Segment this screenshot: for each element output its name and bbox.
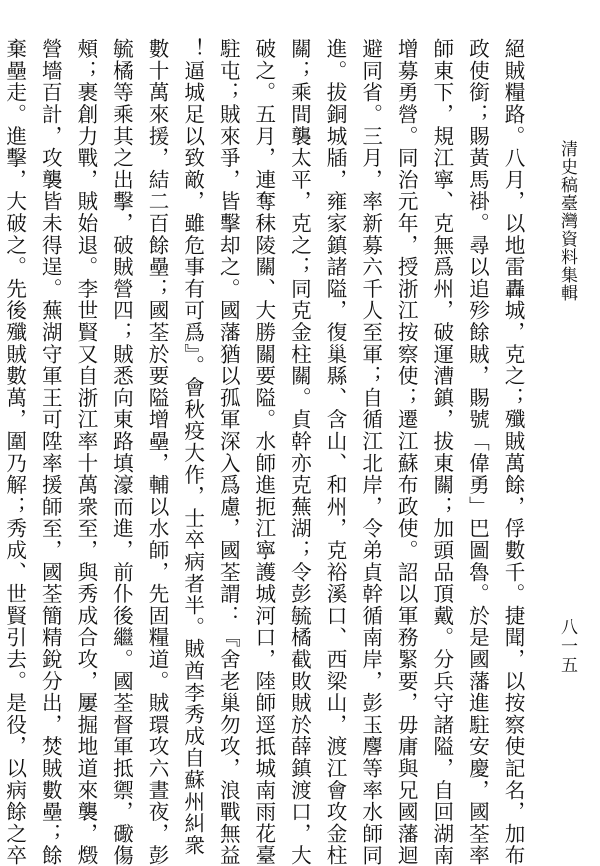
text-column: 關；乘間襲太平，克之；同克金柱關。貞幹亦克蕪湖；令彭毓橘截敗賊於薛鎮渡口，大 xyxy=(287,38,312,866)
text-column: 駐屯；賊來爭，皆擊却之。國藩猶以孤軍深入爲慮，國荃謂：『舍老巢勿攻，浪戰無益 xyxy=(216,38,241,866)
text-column: 營墻百計，攻襲皆未得逞。蕪湖守軍王可陞率援師至，國荃簡精銳分出，焚賊數壘；餘 xyxy=(38,38,63,866)
text-column: 數十萬來援，結二百餘壘；國荃於要隘增壘，輔以水師，先固糧道。賊環攻六晝夜，彭 xyxy=(145,38,170,866)
main-text xyxy=(2,38,530,866)
text-column: 政使銜；賜黃馬褂。尋以追殄餘賊，賜號「偉勇」巴圖魯。於是國藩進駐安慶，國荃率 xyxy=(465,38,490,866)
text-column: 進。拔銅城牐，雍家鎮諸隘，復巢縣、含山、和州，克裕溪口、西梁山，渡江會攻金柱 xyxy=(323,38,348,866)
text-column: 毓橘等乘其之出擊，破賊營四；賊悉向東路填濠而進，前仆後繼。國荃督軍抵禦，礮傷 xyxy=(109,38,134,866)
text-column: ！逼城足以致敵，雖危事有可爲』。會秋疫大作，士卒病者半。賊酋李秀成自蘇州糾衆 xyxy=(180,38,205,857)
text-column: 頰；裹創力戰，賊始退。李世賢又自浙江率十萬衆至，與秀成合攻，屢掘地道來襲，燬 xyxy=(73,38,98,866)
text-column: 棄壘走。進擊，大破之。先後殲賊數萬，圍乃解；秀成、世賢引去。是役，以病餘之卒 xyxy=(2,38,27,866)
text-column: 絕賊糧路。八月，以地雷轟城，克之；殲賊萬餘，俘數千。捷聞，以按察使記名，加布 xyxy=(501,38,525,866)
page-number: 八一五 xyxy=(557,618,577,675)
text-column: 師東下，規江寧、克無爲州，破運漕鎮，拔東關；加頭品頂戴。分兵守諸隘，自回湖南 xyxy=(429,38,454,866)
running-title: 清史稿臺灣資料集輯 xyxy=(557,140,577,302)
text-column: 避同省。三月，率新募六千人至軍；自循江北岸，令弟貞幹循南岸，彭玉麐等率水師同 xyxy=(358,38,383,866)
text-column: 增募勇營。同治元年，授浙江按察使；遷江蘇布政使。詔以軍務緊要，毋庸與兄國藩迴 xyxy=(394,38,419,866)
text-column: 破之。五月，連奪秣陵關、大勝關要隘。水師進扼江寧護城河口，陸師逕抵城南雨花臺 xyxy=(251,38,276,866)
